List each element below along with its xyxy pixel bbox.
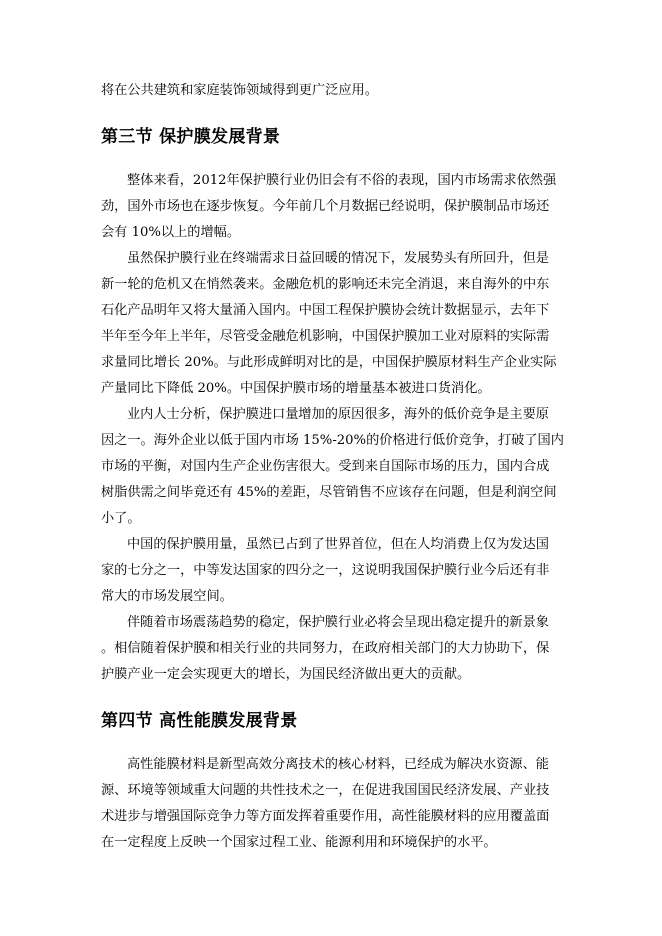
paragraph-line: 术进步与增强国际竞争力等方面发挥着重要作用，高性能膜材料的应用覆盖面 xyxy=(101,809,550,824)
paragraph-line: 业内人士分析，保护膜进口量增加的原因很多，海外的低价竞争是主要原 xyxy=(127,407,549,422)
intro-line: 将在公共建筑和家庭装饰领域得到更广泛应用。 xyxy=(101,83,378,98)
paragraph-line: 伴随着市场震荡趋势的稳定，保护膜行业必将会呈现出稳定提升的新景象 xyxy=(127,615,549,630)
paragraph-line: 高性能膜材料是新型高效分离技术的核心材料，已经成为解决水资源、能 xyxy=(127,757,549,772)
paragraph-line: 虽然保护膜行业在终端需求日益回暖的情况下，发展势头有所回升，但是 xyxy=(127,251,549,266)
paragraph-line: 劲，国外市场也在逐步恢复。今年前几个月数据已经说明，保护膜制品市场还 xyxy=(101,199,550,214)
paragraph-line: 树脂供需之间毕竟还有 45%的差距，尽管销售不应该存在问题，但是利润空间 xyxy=(101,485,557,500)
paragraph-line: 常大的市场发展空间。 xyxy=(101,589,233,604)
paragraph-line: 护膜产业一定会实现更大的增长，为国民经济做出更大的贡献。 xyxy=(101,667,471,682)
paragraph-line: 因之一。海外企业以低于国内市场 15%-20%的价格进行低价竞争，打破了国内 xyxy=(101,433,564,448)
paragraph-line: 在一定程度上反映一个国家过程工业、能源利用和环境保护的水平。 xyxy=(101,835,497,850)
paragraph-line: 新一轮的危机又在悄然袭来。金融危机的影响还未完全消退，来自海外的中东 xyxy=(101,277,550,292)
paragraph-line: 市场的平衡，对国内生产企业伤害很大。受到来自国际市场的压力，国内合成 xyxy=(101,459,550,474)
paragraph-line: 家的七分之一，中等发达国家的四分之一，这说明我国保护膜行业今后还有非 xyxy=(101,563,550,578)
paragraph-line: 石化产品明年又将大量涌入国内。中国工程保护膜协会统计数据显示，去年下 xyxy=(101,303,550,318)
paragraph-line: 整体来看，2012年保护膜行业仍旧会有不俗的表现，国内市场需求依然强 xyxy=(127,173,557,188)
paragraph-line: 会有 10%以上的增幅。 xyxy=(101,225,241,240)
paragraph-line: 源、环境等领域重大问题的共性技术之一，在促进我国国民经济发展、产业技 xyxy=(101,783,550,798)
paragraph-line: 半年至今年上半年，尽管受金融危机影响，中国保护膜加工业对原料的实际需 xyxy=(101,329,550,344)
paragraph-line: 求量同比增长 20%。与此形成鲜明对比的是，中国保护膜原材料生产企业实际 xyxy=(101,355,557,370)
paragraph-line: 中国的保护膜用量，虽然已占到了世界首位，但在人均消费上仅为发达国 xyxy=(127,537,549,552)
paragraph-line: 。相信随着保护膜和相关行业的共同努力，在政府相关部门的大力协助下，保 xyxy=(101,641,550,656)
paragraph-line: 小了。 xyxy=(101,511,141,526)
section-3-heading: 第三节 保护膜发展背景 xyxy=(101,127,281,147)
section-4-heading: 第四节 高性能膜发展背景 xyxy=(101,711,298,731)
paragraph-line: 产量同比下降低 20%。中国保护膜市场的增量基本被进口货消化。 xyxy=(101,381,491,396)
